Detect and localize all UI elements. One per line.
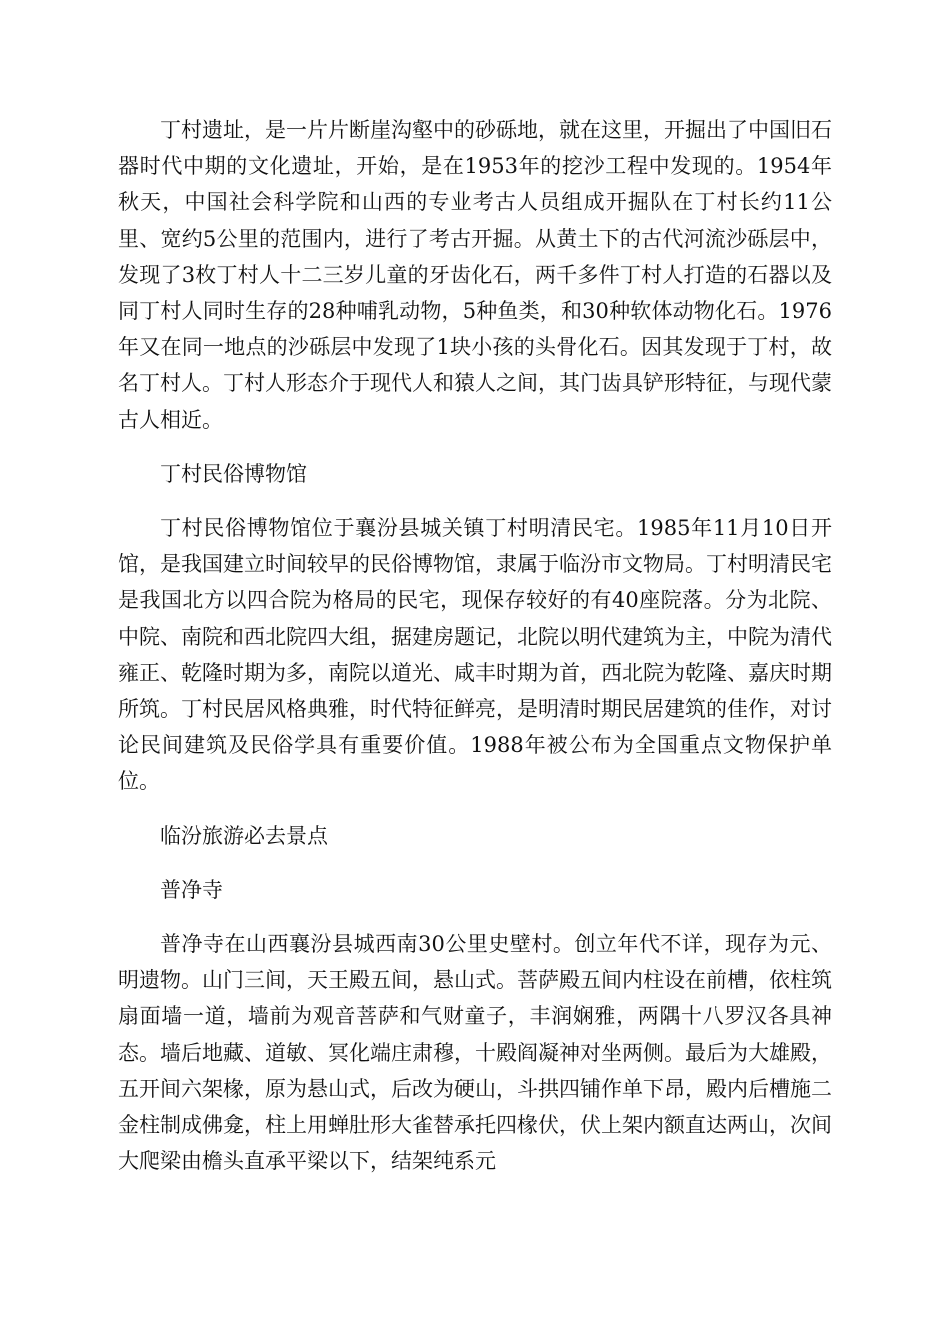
spacer [118,908,832,926]
spacer [118,854,832,872]
heading-linfen-attractions: 临汾旅游必去景点 [160,823,328,848]
spacer [118,492,832,510]
document-page [118,112,832,1179]
heading-pujing-temple: 普净寺 [160,877,223,902]
spacer [118,800,832,818]
spacer [118,438,832,456]
heading-folk-museum: 丁村民俗博物馆 [160,461,307,486]
paragraph-dingcun-site: 丁村遗址，是一片片断崖沟壑中的砂砾地，就在这里，开掘出了中国旧石器时代中期的文化遗址，开始，是在1953年的挖沙工程中发现的。1954年秋天，中国社会科学院和山西的专业考古人员组成开掘队在丁村长约11公里、宽约5公里的范围内，进行了考古开掘。从黄土下的古代河流沙砾层中，发现了3枚丁村人十二三岁儿童的牙齿化石，两千多件丁村人打造的石器以及同丁村人同时生存的28种哺乳动物，5种鱼类，和30种软体动物化石。1976年又在同一地点的沙砾层中发现了1块小孩的头骨化石。因其发现于丁村，故名丁村人。丁村人形态介于现代人和猿人之间，其门齿具铲形特征，与现代蒙古人相近。 [118,118,832,432]
paragraph-pujing-temple: 普净寺在山西襄汾县城西南30公里史壁村。创立年代不详，现存为元、明遗物。山门三间，天王殿五间，悬山式。菩萨殿五间内柱设在前槽，依柱筑扇面墙一道，墙前为观音菩萨和气财童子，丰润娴雅，两隅十八罗汉各具神态。墙后地藏、道敏、冥化端庄肃穆，十殿阎凝神对坐两侧。最后为大雄殿，五开间六架椽，原为悬山式，后改为硬山，斗拱四铺作单下昂，殿内后槽施二金柱制成佛龛，柱上用蝉肚形大雀替承托四椽伏，伏上架内额直达两山，次间大爬梁由檐头直承平梁以下，结架纯系元 [118,932,832,1174]
paragraph-folk-museum: 丁村民俗博物馆位于襄汾县城关镇丁村明清民宅。1985年11月10日开馆，是我国建立时间较早的民俗博物馆，隶属于临汾市文物局。丁村明清民宅是我国北方以四合院为格局的民宅，现保存较好的有40座院落。分为北院、中院、南院和西北院四大组，据建房题记，北院以明代建筑为主，中院为清代雍正、乾隆时期为多，南院以道光、咸丰时期为首，西北院为乾隆、嘉庆时期所筑。丁村民居风格典雅，时代特征鲜亮，是明清时期民居建筑的佳作，对讨论民间建筑及民俗学具有重要价值。1988年被公布为全国重点文物保护单位。 [118,516,832,794]
